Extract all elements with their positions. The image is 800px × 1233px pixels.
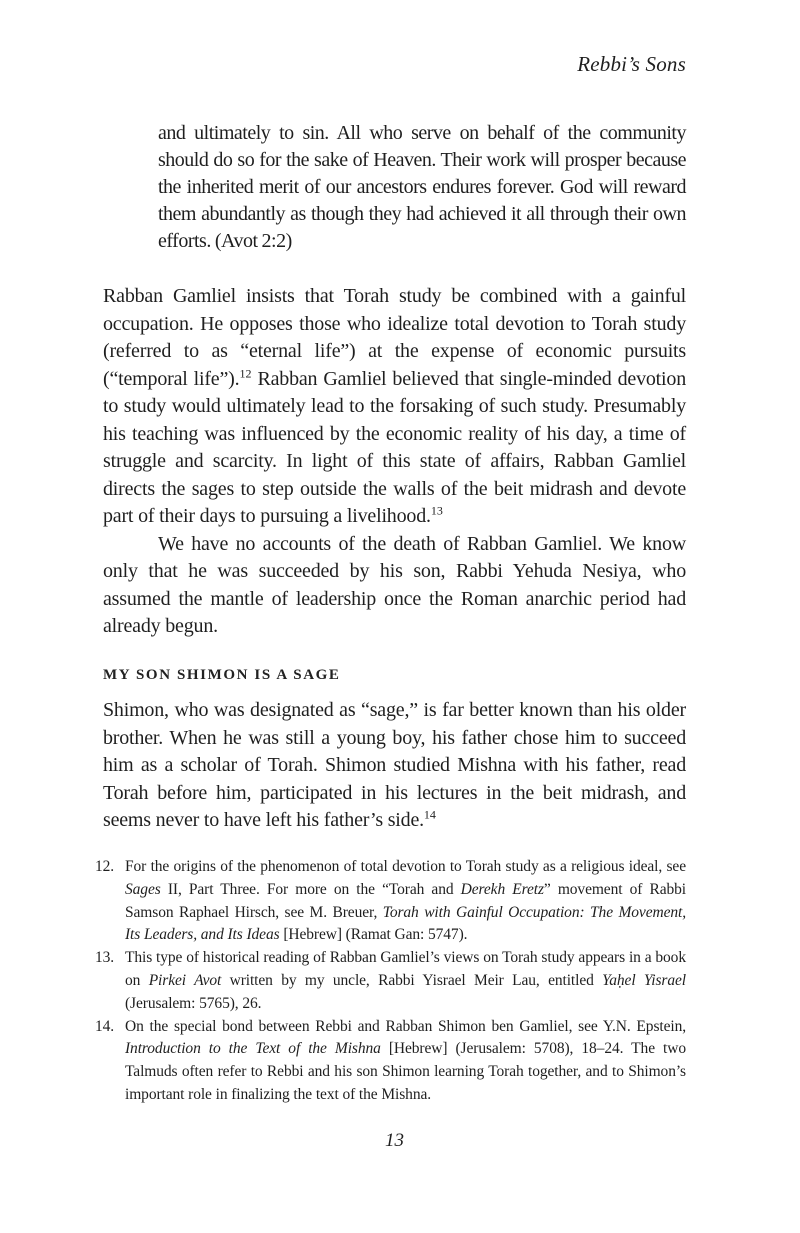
- footnote-text: For the origins of the phenomenon of total devotion to Torah study as a religious ideal, see: [125, 858, 686, 875]
- footnote-text: This type of historical reading of Rabban Gamliel’s views on Torah study appears in a book on: [125, 949, 686, 989]
- paragraph-gamliel-torah-study: [103, 283, 686, 531]
- footnote-text-italic: Pirkei Avot: [148, 971, 222, 989]
- page-number: 13: [385, 1130, 404, 1151]
- footnote-13: [95, 947, 686, 1015]
- footnote-ref-12: 12: [239, 365, 252, 380]
- footnote-text-italic: Yaḥel Yisrael: [602, 971, 686, 989]
- running-head: [577, 52, 686, 77]
- section-heading: MY SON SHIMON IS A SAGE: [103, 666, 341, 683]
- paragraph-text: Rabban Gamliel believed that single-minded devotion to study would ultimately lead to the forsaking of such study. Presumably his teaching was influenced by the economic reality of his day, a time of struggle and scarcity. In light of this state of affairs, Rabban Gamliel directs the sages to step outside the walls of the beit midrash and devote part of their days to pursuing a livelihood.: [103, 367, 686, 527]
- paragraph-text: Shimon, who was designated as “sage,” is far better known than his older brother. When he was still a young boy, his father chose him to succeed him as a scholar of Torah. Shimon studied Mishna with his father, read Torah before him, participated in his lectures in the beit midrash, and seems never to have left his father’s side.: [103, 699, 686, 831]
- footnote-12: [95, 856, 686, 947]
- paragraph-text: Rabban Gamliel insists that Torah study be combined with a gainful occupation. He opposes those who idealize total devotion to Torah study (referred to as “eternal life”) at the expense of economic pursuits (“temporal life”).: [103, 285, 686, 390]
- running-head-text: Rebbi’s Sons: [577, 52, 686, 76]
- footnote-text: On the special bond between Rebbi and Rabban Shimon ben Gamliel, see Y.N. Epstein,: [125, 1017, 686, 1035]
- avot-block-quote: [158, 120, 686, 255]
- footnote-text-italic: Torah with Gainful Occupation: The Movement, Its Leaders, and Its Ideas: [125, 903, 686, 944]
- footnote-text-italic: Sages: [125, 880, 161, 898]
- footnote-ref-14: 14: [423, 807, 436, 822]
- footnote-text-italic: Derekh Eretz: [460, 880, 544, 898]
- footnote-text: ” movement of Rabbi Samson Raphael Hirsch, see M. Breuer,: [125, 880, 686, 921]
- paragraph-shimon-sage: [103, 697, 686, 835]
- footnote-ref-13: 13: [430, 503, 443, 518]
- footnote-text: [Hebrew] (Jerusalem: 5708), 18–24. The two Talmuds often refer to Rebbi and his son Shimon learning Torah together, and to Shimon’s important role in finalizing the text of the Mishna.: [125, 1040, 686, 1103]
- quote-text: and ultimately to sin. All who serve on behalf of the community should do so for the sake of Heaven. Their work will prosper because the inherited merit of our ancestors endures forever. God will reward them abundantly as though they had achieved it all through their own efforts.: [158, 122, 686, 252]
- footnote-text: II, Part Three. For more on the “Torah and: [160, 880, 461, 898]
- paragraph-gamliel-succession: We have no accounts of the death of Rabban Gamliel. We know only that he was succeeded by his son, Rabbi Yehuda Nesiya, who assumed the mantle of leadership once the Roman anarchic period had already begun.: [103, 532, 686, 637]
- footnote-number: 14.: [95, 1017, 115, 1035]
- footnote-text: written by my uncle, Rabbi Yisrael Meir Lau, entitled: [221, 971, 603, 989]
- main-text: [103, 283, 686, 835]
- footnote-text: (Jerusalem: 5765), 26.: [125, 994, 262, 1012]
- footnote-14: [95, 1016, 686, 1107]
- quote-citation: (Avot 2:2): [214, 230, 292, 252]
- footnote-number: 13.: [95, 949, 115, 967]
- footnote-number: 12.: [95, 858, 115, 875]
- footnotes-section: [95, 856, 686, 1107]
- footnote-text-italic: Introduction to the Text of the Mishna: [125, 1040, 381, 1058]
- footnote-text: [Hebrew] (Ramat Gan: 5747).: [279, 926, 468, 944]
